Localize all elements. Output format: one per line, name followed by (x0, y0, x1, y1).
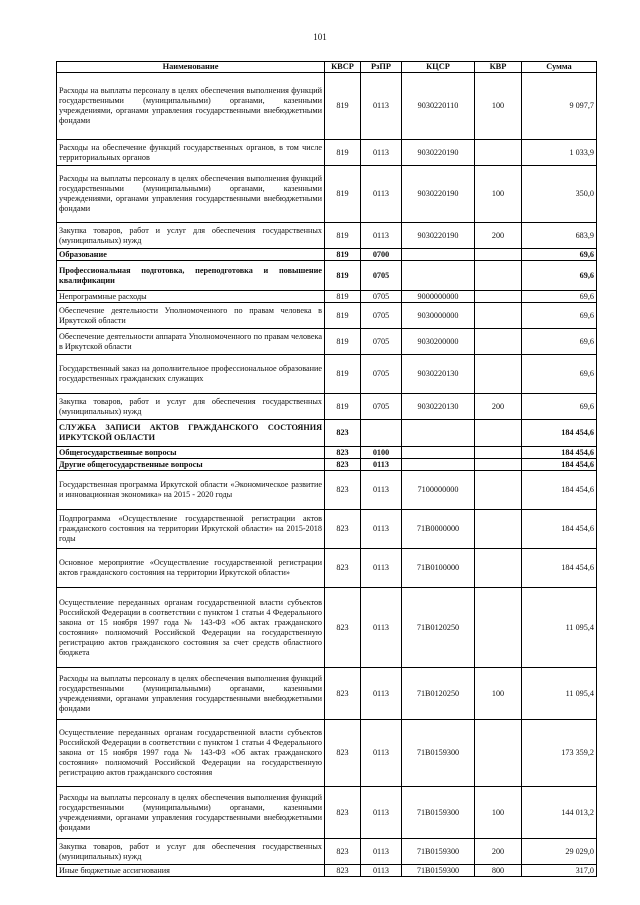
cell-sum: 184 454,6 (522, 510, 597, 549)
table-row (57, 73, 597, 140)
cell-name: Закупка товаров, работ и услуг для обеспечения государственных (муниципальных) нужд (57, 839, 325, 865)
cell-rzpr: 0705 (361, 303, 402, 329)
table-row (57, 865, 597, 877)
cell-kvr (475, 249, 522, 261)
cell-kvr (475, 510, 522, 549)
cell-kvsr: 823 (325, 720, 361, 787)
cell-sum: 69,6 (522, 329, 597, 355)
cell-rzpr: 0113 (361, 668, 402, 720)
cell-kvsr: 823 (325, 787, 361, 839)
cell-kvr (475, 261, 522, 291)
cell-kcsr: 71В0159300 (402, 787, 475, 839)
cell-kvr: 800 (475, 865, 522, 877)
cell-sum: 69,6 (522, 261, 597, 291)
cell-sum: 683,9 (522, 223, 597, 249)
cell-sum: 184 454,6 (522, 447, 597, 459)
cell-rzpr: 0113 (361, 510, 402, 549)
cell-kcsr: 71В0159300 (402, 720, 475, 787)
cell-kcsr (402, 261, 475, 291)
cell-kcsr: 71В0120250 (402, 588, 475, 668)
cell-kvsr: 823 (325, 420, 361, 447)
cell-rzpr: 0113 (361, 140, 402, 166)
cell-sum: 173 359,2 (522, 720, 597, 787)
cell-rzpr (361, 420, 402, 447)
cell-kvsr: 819 (325, 73, 361, 140)
table-row (57, 329, 597, 355)
cell-kvr: 100 (475, 668, 522, 720)
cell-sum: 69,6 (522, 249, 597, 261)
cell-kcsr: 9030220110 (402, 73, 475, 140)
cell-rzpr: 0113 (361, 865, 402, 877)
cell-rzpr: 0113 (361, 223, 402, 249)
cell-rzpr: 0113 (361, 787, 402, 839)
cell-kvr (475, 720, 522, 787)
cell-rzpr: 0100 (361, 447, 402, 459)
table-row (57, 166, 597, 223)
cell-kcsr (402, 249, 475, 261)
cell-kvsr: 823 (325, 447, 361, 459)
cell-name: Осуществление переданных органам государственной власти субъектов Российской Федерации в соответствии с пунктом 1 статьи 4 Федерального закона от 15 ноября 1997 года № 143-ФЗ «Об актах гражданского состояния» полномочий Российской Федерации на государственную регистрацию актов гражданского состояния за счет средств областного бюджета (57, 588, 325, 668)
cell-sum: 69,6 (522, 394, 597, 420)
cell-name: Расходы на выплаты персоналу в целях обеспечения выполнения функций государственными (муниципальными) органами, казенными учреждениями, органами управления государственными внебюджетными фондами (57, 787, 325, 839)
cell-kvr (475, 459, 522, 471)
cell-kvr (475, 291, 522, 303)
cell-kvsr: 823 (325, 668, 361, 720)
cell-name: Подпрограмма «Осуществление государственной регистрации актов гражданского состояния на территории Иркутской области» на 2015-2018 годы (57, 510, 325, 549)
cell-kvsr: 819 (325, 303, 361, 329)
cell-kvr: 200 (475, 223, 522, 249)
cell-name: Профессиональная подготовка, переподготовка и повышение квалификации (57, 261, 325, 291)
table-row (57, 261, 597, 291)
table-row (57, 510, 597, 549)
cell-kvsr: 823 (325, 510, 361, 549)
cell-kvsr: 823 (325, 588, 361, 668)
cell-kcsr: 9000000000 (402, 291, 475, 303)
table-header-row (57, 62, 597, 73)
cell-rzpr: 0113 (361, 588, 402, 668)
table-row (57, 291, 597, 303)
cell-kcsr: 71В0159300 (402, 865, 475, 877)
table-row (57, 355, 597, 394)
cell-sum: 184 454,6 (522, 471, 597, 510)
cell-kcsr (402, 420, 475, 447)
cell-name: Государственная программа Иркутской области «Экономическое развитие и инновационная экономика» на 2015 - 2020 годы (57, 471, 325, 510)
cell-sum: 317,0 (522, 865, 597, 877)
cell-name: Общегосударственные вопросы (57, 447, 325, 459)
cell-kvsr: 819 (325, 140, 361, 166)
cell-sum: 11 095,4 (522, 588, 597, 668)
table-row (57, 720, 597, 787)
cell-name: Расходы на выплаты персоналу в целях обеспечения выполнения функций государственными (муниципальными) органами, казенными учреждениями, органами управления государственными внебюджетными фондами (57, 166, 325, 223)
header-kvr: КВР (475, 62, 522, 73)
cell-name: Расходы на обеспечение функций государственных органов, в том числе территориальных органов (57, 140, 325, 166)
cell-kvr: 100 (475, 787, 522, 839)
cell-kvsr: 819 (325, 249, 361, 261)
cell-kcsr: 71В0100000 (402, 549, 475, 588)
cell-name: Осуществление переданных органам государственной власти субъектов Российской Федерации в соответствии с пунктом 1 статьи 4 Федерального закона от 15 ноября 1997 года № 143-ФЗ «Об актах гражданского состояния» полномочий Российской Федерации на государственную регистрацию актов гражданского состояния (57, 720, 325, 787)
table-row (57, 223, 597, 249)
cell-name: Обеспечение деятельности Уполномоченного по правам человека в Иркутской области (57, 303, 325, 329)
cell-kvsr: 823 (325, 471, 361, 510)
cell-kcsr: 9030000000 (402, 303, 475, 329)
table-row (57, 140, 597, 166)
cell-sum: 184 454,6 (522, 549, 597, 588)
table-row (57, 459, 597, 471)
cell-kcsr: 71В0159300 (402, 839, 475, 865)
cell-rzpr: 0700 (361, 249, 402, 261)
cell-rzpr: 0113 (361, 73, 402, 140)
cell-kvr: 200 (475, 394, 522, 420)
cell-kcsr: 7100000000 (402, 471, 475, 510)
cell-sum: 144 013,2 (522, 787, 597, 839)
cell-sum: 184 454,6 (522, 420, 597, 447)
cell-kvsr: 819 (325, 394, 361, 420)
cell-rzpr: 0705 (361, 261, 402, 291)
table-row (57, 787, 597, 839)
cell-kvsr: 819 (325, 329, 361, 355)
table-row (57, 471, 597, 510)
cell-kcsr: 71В0120250 (402, 668, 475, 720)
header-rzpr: РзПР (361, 62, 402, 73)
cell-rzpr: 0113 (361, 459, 402, 471)
cell-rzpr: 0705 (361, 355, 402, 394)
cell-name: Государственный заказ на дополнительное профессиональное образование государственных гражданских служащих (57, 355, 325, 394)
cell-kcsr: 9030200000 (402, 329, 475, 355)
table-row (57, 447, 597, 459)
cell-kvsr: 819 (325, 261, 361, 291)
cell-name: Иные бюджетные ассигнования (57, 865, 325, 877)
cell-name: СЛУЖБА ЗАПИСИ АКТОВ ГРАЖДАНСКОГО СОСТОЯНИЯ ИРКУТСКОЙ ОБЛАСТИ (57, 420, 325, 447)
cell-kvsr: 819 (325, 166, 361, 223)
cell-rzpr: 0705 (361, 291, 402, 303)
header-sum: Сумма (522, 62, 597, 73)
cell-kvr: 100 (475, 73, 522, 140)
cell-kcsr: 9030220190 (402, 223, 475, 249)
cell-kcsr: 9030220130 (402, 394, 475, 420)
cell-sum: 69,6 (522, 291, 597, 303)
cell-kvr (475, 420, 522, 447)
cell-name: Расходы на выплаты персоналу в целях обеспечения выполнения функций государственными (муниципальными) органами, казенными учреждениями, органами управления государственными внебюджетными фондами (57, 73, 325, 140)
cell-kcsr: 71В0000000 (402, 510, 475, 549)
cell-kvr: 100 (475, 166, 522, 223)
cell-name: Расходы на выплаты персоналу в целях обеспечения выполнения функций государственными (муниципальными) органами, казенными учреждениями, органами управления государственными внебюджетными фондами (57, 668, 325, 720)
cell-kcsr: 9030220190 (402, 140, 475, 166)
cell-kvsr: 823 (325, 839, 361, 865)
cell-sum: 29 029,0 (522, 839, 597, 865)
cell-kvsr: 819 (325, 355, 361, 394)
cell-name: Обеспечение деятельности аппарата Уполномоченного по правам человека в Иркутской области (57, 329, 325, 355)
table-body (57, 73, 597, 877)
cell-kvr (475, 140, 522, 166)
cell-rzpr: 0113 (361, 471, 402, 510)
cell-sum: 69,6 (522, 355, 597, 394)
cell-kvsr: 819 (325, 291, 361, 303)
cell-rzpr: 0705 (361, 329, 402, 355)
page-number: 101 (313, 32, 327, 42)
table-row (57, 588, 597, 668)
cell-sum: 9 097,7 (522, 73, 597, 140)
cell-kvr (475, 303, 522, 329)
cell-rzpr: 0113 (361, 839, 402, 865)
cell-kcsr (402, 459, 475, 471)
cell-kcsr (402, 447, 475, 459)
table-row (57, 420, 597, 447)
cell-sum: 69,6 (522, 303, 597, 329)
cell-kvsr: 823 (325, 549, 361, 588)
cell-kvr (475, 471, 522, 510)
table-row (57, 394, 597, 420)
table-row (57, 249, 597, 261)
cell-name: Закупка товаров, работ и услуг для обеспечения государственных (муниципальных) нужд (57, 394, 325, 420)
cell-name: Другие общегосударственные вопросы (57, 459, 325, 471)
cell-rzpr: 0113 (361, 166, 402, 223)
cell-kvsr: 823 (325, 865, 361, 877)
cell-rzpr: 0705 (361, 394, 402, 420)
cell-name: Основное мероприятие «Осуществление государственной регистрации актов гражданского состояния на территории Иркутской области» (57, 549, 325, 588)
cell-kvr (475, 329, 522, 355)
cell-kvr: 200 (475, 839, 522, 865)
cell-kvsr: 819 (325, 223, 361, 249)
budget-table (56, 61, 597, 877)
cell-sum: 11 095,4 (522, 668, 597, 720)
cell-name: Закупка товаров, работ и услуг для обеспечения государственных (муниципальных) нужд (57, 223, 325, 249)
cell-kcsr: 9030220130 (402, 355, 475, 394)
table-row (57, 303, 597, 329)
table-row (57, 839, 597, 865)
table-row (57, 668, 597, 720)
cell-kcsr: 9030220190 (402, 166, 475, 223)
cell-kvr (475, 447, 522, 459)
cell-rzpr: 0113 (361, 549, 402, 588)
cell-sum: 1 033,9 (522, 140, 597, 166)
cell-sum: 350,0 (522, 166, 597, 223)
cell-kvsr: 823 (325, 459, 361, 471)
cell-name: Образование (57, 249, 325, 261)
cell-name: Непрограммные расходы (57, 291, 325, 303)
cell-rzpr: 0113 (361, 720, 402, 787)
cell-kvr (475, 549, 522, 588)
cell-kvr (475, 588, 522, 668)
table-row (57, 549, 597, 588)
header-kcsr: КЦСР (402, 62, 475, 73)
header-name: Наименование (57, 62, 325, 73)
cell-kvr (475, 355, 522, 394)
cell-sum: 184 454,6 (522, 459, 597, 471)
header-kvsr: КВСР (325, 62, 361, 73)
